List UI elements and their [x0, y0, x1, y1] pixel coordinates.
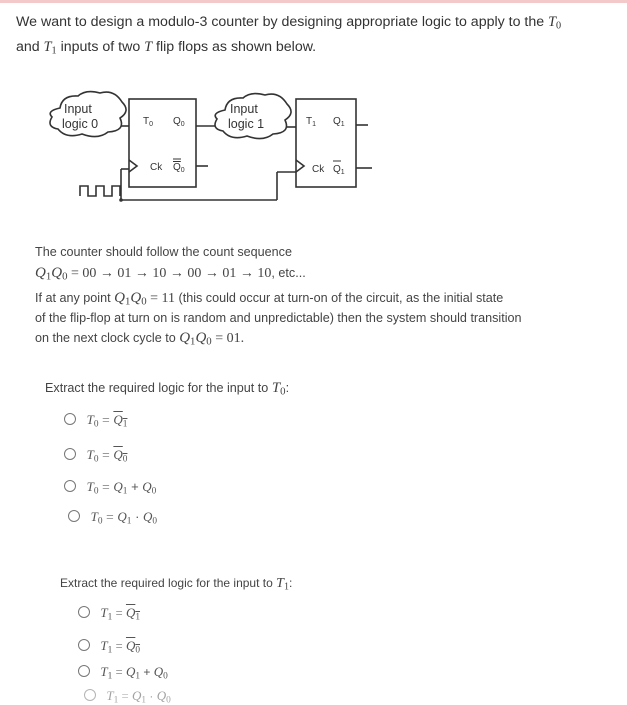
t1-option-3[interactable]: $T_1 = Q_1 + Q_0$	[78, 664, 168, 681]
t0-option-4[interactable]: $T_0 = Q_1 \cdot Q_0$	[68, 509, 157, 526]
intro-line-1: We want to design a modulo-3 counter by designing appropriate logic to apply to the $T_0$	[16, 14, 562, 32]
input-logic-0-line2: logic 0	[62, 117, 99, 131]
ff1-ck-label: Ck	[312, 164, 325, 175]
radio-icon[interactable]	[64, 448, 76, 460]
t1-prompt: Extract the required logic for the input to $T_1$:	[60, 576, 293, 593]
t1-option-2[interactable]: $T_1 = Q_0$	[78, 638, 140, 655]
t1-option-1[interactable]: $T_1 = Q_1$	[78, 605, 140, 622]
ff1-clock-triangle	[296, 160, 304, 172]
ff0-ck-label: Ck	[150, 162, 163, 173]
ff1-box	[296, 99, 356, 187]
input-logic-0-line1: Input	[64, 102, 92, 116]
input-logic-1-line2: logic 1	[228, 117, 265, 131]
intro-line-2: and $T_1$ inputs of two T flip flops as shown below.	[16, 38, 317, 57]
t0-prompt: Extract the required logic for the input to $T_0$:	[45, 380, 290, 398]
t0-option-1[interactable]: $T_0 = Q_1$	[64, 412, 127, 429]
invalid-state-line-2: of the flip-flop at turn on is random and unpredictable) then the system should transition	[35, 311, 522, 325]
t0-option-3[interactable]: $T_0 = Q_1 + Q_0$	[64, 479, 156, 496]
count-sequence: $Q_1Q_0 = 00 \to 01 \to 10 \to 00 \to 01 \to 10$, etc...	[35, 265, 306, 283]
ff1-qbar-label: $Q_1$	[333, 164, 345, 176]
ff0-clock-triangle	[129, 160, 137, 172]
invalid-state-line-3: on the next clock cycle to $Q_1Q_0 = 01$.	[35, 330, 245, 348]
t1-option-4[interactable]: $T_1 = Q_1 \cdot Q_0$	[84, 688, 171, 705]
radio-icon[interactable]	[84, 689, 96, 701]
clock-waveform-icon	[80, 186, 120, 196]
ff1-q-label: $Q_1$	[333, 116, 345, 128]
invalid-state-line-1: If at any point $Q_1Q_0 = 11$ (this could occur at turn-on of the circuit, as the initial state	[35, 290, 504, 308]
radio-icon[interactable]	[64, 413, 76, 425]
ff1-t-label: $T_1$	[306, 116, 317, 128]
ff0-qbar-label: $Q_0$	[173, 162, 185, 174]
radio-icon[interactable]	[78, 606, 90, 618]
count-sequence-intro: The counter should follow the count sequence	[35, 245, 292, 259]
ff0-t-label: $T_0$	[143, 116, 154, 128]
input-logic-1-line1: Input	[230, 102, 258, 116]
ff0-q-label: $Q_0$	[173, 116, 185, 128]
ff0-box	[129, 99, 196, 187]
radio-icon[interactable]	[64, 480, 76, 492]
radio-icon[interactable]	[78, 665, 90, 677]
radio-icon[interactable]	[78, 639, 90, 651]
radio-icon[interactable]	[68, 510, 80, 522]
t0-option-2[interactable]: $T_0 = Q_0$	[64, 447, 127, 464]
